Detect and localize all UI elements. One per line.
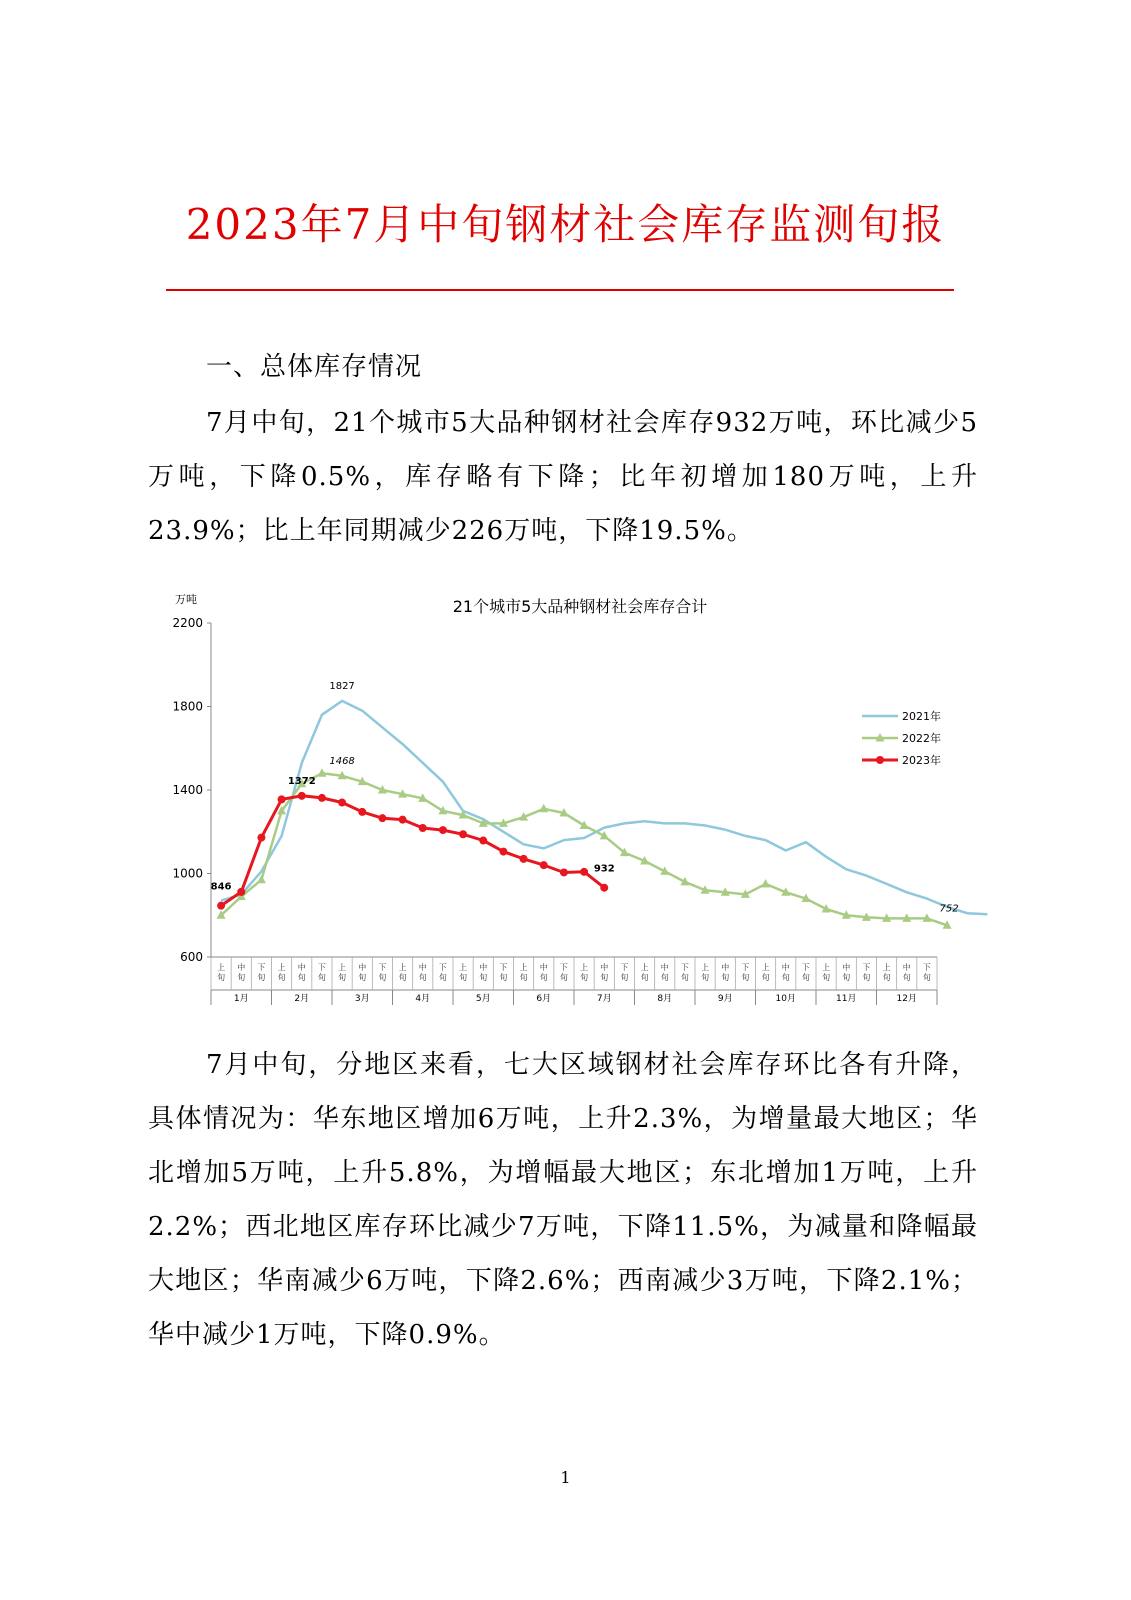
x-tick-char: 下 [922,963,931,972]
x-month-label: 2月 [294,994,310,1004]
legend-item [862,731,941,745]
x-tick-char: 下 [378,963,387,972]
x-tick-char: 旬 [580,973,589,982]
x-tick-char: 上 [822,963,831,972]
x-tick-char: 中 [721,963,730,972]
x-tick-label [318,963,326,982]
x-tick-char: 旬 [539,973,548,982]
x-tick-char: 旬 [822,973,831,982]
x-tick-char: 旬 [499,973,508,982]
y-tick-label: 2200 [172,616,203,630]
x-tick-label [842,962,850,982]
data-point [761,879,770,888]
data-point [580,868,588,876]
x-tick-char: 下 [317,963,326,972]
x-tick-char: 中 [297,963,306,972]
x-tick-char: 旬 [882,973,891,982]
x-tick-char: 旬 [398,973,407,982]
x-tick-char: 旬 [317,973,326,982]
page-number: 1 [560,1468,571,1487]
data-label: 846 [210,881,232,893]
x-tick-char: 下 [680,963,689,972]
x-tick-label [641,962,649,982]
x-tick-char: 旬 [741,973,750,982]
chart-legend [862,709,941,767]
section-heading: 一、总体库存情况 [206,352,423,382]
data-point [540,861,548,869]
x-tick-char: 上 [459,963,468,972]
x-tick-char: 上 [217,963,226,972]
data-point [600,884,608,892]
x-month-label: 1月 [233,994,249,1004]
x-tick-label [358,962,366,982]
legend-marker [876,756,884,764]
x-tick-label [762,962,770,982]
x-tick-label [883,962,891,982]
x-tick-label [217,962,225,982]
x-tick-char: 旬 [459,973,468,982]
x-tick-label [903,962,911,982]
x-tick-label [520,962,528,982]
x-tick-char: 中 [842,963,851,972]
x-tick-char: 旬 [640,973,649,982]
x-tick-label [923,963,931,982]
x-tick-char: 上 [882,963,891,972]
x-tick-char: 上 [519,963,528,972]
x-tick-char: 旬 [701,973,710,982]
y-tick-label: 1400 [172,783,203,797]
x-tick-char: 旬 [358,973,367,982]
x-tick-label [681,963,689,982]
x-month-label: 12月 [896,994,917,1004]
x-tick-char: 下 [257,963,266,972]
data-label: 932 [593,863,615,875]
y-tick-label: 1800 [172,699,203,714]
x-tick-char: 旬 [479,973,488,982]
x-tick-label [560,963,568,982]
x-tick-char: 旬 [761,973,770,982]
x-month-label: 5月 [475,994,491,1004]
x-tick-char: 下 [862,963,871,972]
x-tick-char: 上 [338,963,347,972]
x-tick-label [580,962,588,982]
x-month-label: 8月 [657,994,673,1004]
x-tick-label [439,963,447,982]
data-point [520,855,528,863]
legend-label: 2022年 [902,732,941,745]
x-tick-char: 旬 [257,973,266,982]
x-tick-char: 中 [479,963,488,972]
x-tick-char: 中 [600,963,609,972]
data-point [318,794,326,802]
y-tick-label: 1000 [172,866,203,881]
x-month-label: 9月 [717,994,733,1004]
x-tick-char: 下 [438,963,447,972]
x-tick-char: 旬 [620,973,629,982]
x-tick-char: 旬 [378,973,387,982]
x-tick-char: 上 [580,963,589,972]
paragraph-overall: 7月中旬，21个城市5大品种钢材社会库存932万吨，环比减少5万吨，下降0.5%，库存略有下降；比年初增加180万吨，上升23.9%；比上年同期减少226万吨，下降19.5%。 [148,408,978,546]
series-line [221,701,987,914]
x-tick-char: 旬 [902,973,911,982]
x-tick-char: 中 [237,963,246,972]
x-tick-label [540,962,548,982]
x-tick-char: 下 [801,963,810,972]
x-tick-char: 中 [418,963,427,972]
x-tick-label [399,962,407,982]
x-tick-char: 中 [358,963,367,972]
data-point [237,888,245,896]
y-axis-unit: 万吨 [175,593,197,606]
x-tick-label [237,962,245,982]
x-tick-char: 旬 [922,973,931,982]
x-tick-char: 旬 [438,973,447,982]
data-point [257,834,265,842]
data-point [459,830,467,838]
x-tick-label [338,962,346,982]
x-tick-char: 旬 [297,973,306,982]
title-divider [166,289,954,291]
legend-label: 2021年 [902,710,941,723]
x-tick-label [378,963,386,982]
x-tick-label [278,962,286,982]
inventory-line-chart [150,585,959,1004]
x-tick-char: 上 [640,963,649,972]
data-point [399,816,407,824]
data-point [298,792,306,800]
x-tick-char: 中 [660,963,669,972]
data-point [439,826,447,834]
x-tick-char: 旬 [781,973,790,982]
x-tick-char: 下 [741,963,750,972]
document-title: 2023年7月中旬钢材社会库存监测旬报 [185,200,946,249]
x-tick-char: 旬 [418,973,427,982]
legend-item [862,709,941,723]
data-point [419,824,427,832]
x-tick-char: 旬 [680,973,689,982]
x-tick-label [479,962,487,982]
x-tick-char: 中 [781,963,790,972]
x-tick-label [298,962,306,982]
chart-series-layer [217,701,988,929]
x-month-label: 10月 [775,994,796,1004]
series-2021年 [221,701,987,914]
x-tick-char: 旬 [519,973,528,982]
x-tick-label [802,963,810,982]
data-label: 1372 [287,775,316,787]
data-point [217,902,225,910]
x-tick-char: 上 [398,963,407,972]
data-point [560,868,568,876]
data-point [358,808,366,816]
data-label: 1827 [329,680,355,692]
series-line [221,773,947,925]
x-tick-char: 旬 [338,973,347,982]
x-tick-label [459,962,467,982]
x-tick-char: 旬 [801,973,810,982]
x-tick-char: 旬 [277,973,286,982]
x-tick-label [782,962,790,982]
x-tick-label [620,963,628,982]
series-2022年 [217,768,952,928]
x-tick-char: 旬 [842,973,851,982]
data-point [539,804,548,813]
x-tick-char: 旬 [721,973,730,982]
x-tick-label [721,962,729,982]
x-tick-char: 旬 [217,973,226,982]
x-tick-char: 旬 [559,973,568,982]
data-point [278,795,286,803]
x-tick-label [661,962,669,982]
x-month-label: 7月 [596,994,612,1004]
x-tick-char: 下 [499,963,508,972]
x-month-label: 3月 [354,994,370,1004]
data-point [378,814,386,822]
data-point [499,848,507,856]
legend-label: 2023年 [902,754,941,767]
x-tick-char: 中 [539,963,548,972]
x-tick-label [419,962,427,982]
x-month-label: 6月 [536,994,552,1004]
x-tick-label [822,962,830,982]
paragraph-regional: 7月中旬，分地区来看，七大区域钢材社会库存环比各有升降，具体情况为：华东地区增加6万吨，上升2.3%，为增量最大地区；华北增加5万吨，上升5.8%，为增幅最大地区；东北增加1万吨，上升2.2%；西北地区库存环比减少7万吨，下降11.5%，为减量和降幅最大地区；华南减少6万吨，下降2.6%；西南减少3万吨，下降2.1%；华中减少1万吨，下降0.9%。 [148,1050,978,1350]
x-tick-label [701,962,709,982]
legend-item [862,753,941,767]
data-label: 1468 [329,755,355,767]
x-tick-char: 旬 [600,973,609,982]
x-tick-label [600,962,608,982]
x-tick-char: 中 [902,963,911,972]
data-point [479,837,487,845]
x-tick-char: 旬 [660,973,669,982]
x-tick-char: 上 [277,963,286,972]
x-tick-label [257,963,265,982]
x-tick-char: 下 [559,963,568,972]
x-tick-label [741,963,749,982]
data-label: 752 [939,903,959,915]
x-tick-label [862,963,870,982]
x-tick-char: 上 [761,963,770,972]
data-point [338,799,346,807]
x-tick-char: 旬 [237,973,246,982]
x-tick-label [499,963,507,982]
x-tick-char: 下 [620,963,629,972]
x-month-label: 11月 [836,994,857,1004]
x-tick-char: 旬 [862,973,871,982]
x-month-label: 4月 [415,994,431,1004]
chart-title: 21个城市5大品种钢材社会库存合计 [452,597,708,616]
x-tick-char: 上 [701,963,710,972]
y-tick-label: 600 [180,950,203,964]
